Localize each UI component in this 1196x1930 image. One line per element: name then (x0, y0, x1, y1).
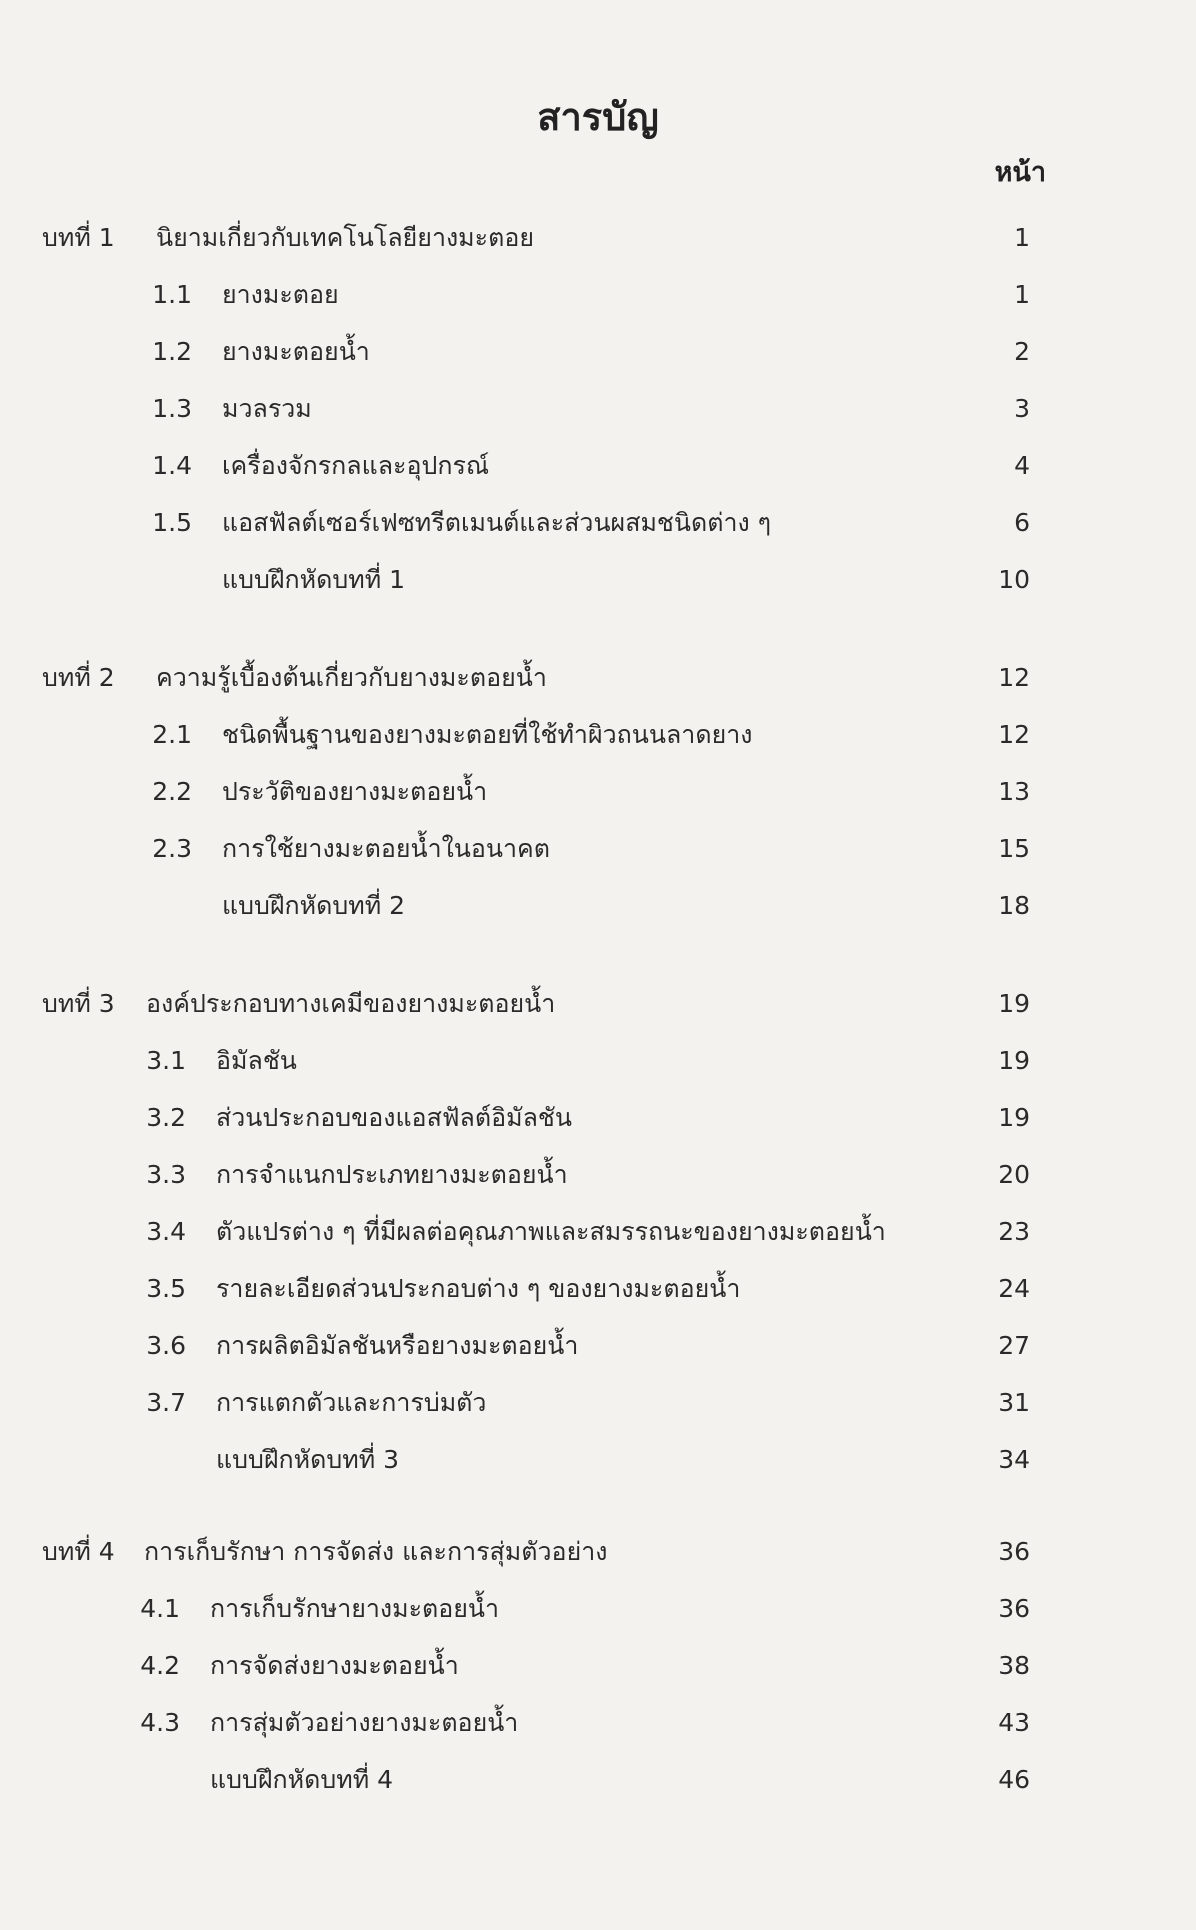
section-number: 4.3 (140, 1708, 180, 1737)
section-row (0, 446, 1196, 486)
section-number: 2.3 (152, 834, 192, 863)
chapter-title: การเก็บรักษา การจัดส่ง และการสุ่มตัวอย่าง (144, 1537, 608, 1566)
section-row (0, 1269, 1196, 1309)
section-row (0, 503, 1196, 543)
page-column-header: หน้า (994, 157, 1046, 188)
section-title: แอสฟัลต์เซอร์เฟซทรีตเมนต์และส่วนผสมชนิดต่าง ๆ (222, 508, 772, 537)
page-number: 31 (998, 1388, 1030, 1417)
chapter-label: บทที่ 4 (42, 1537, 115, 1566)
exercise-row (0, 560, 1196, 600)
page-number: 18 (998, 891, 1030, 920)
section-row (0, 772, 1196, 812)
section-number: 2.2 (152, 777, 192, 806)
page-number: 4 (1014, 451, 1030, 480)
section-number: 3.5 (146, 1274, 186, 1303)
chapter-title: นิยามเกี่ยวกับเทคโนโลยียางมะตอย (156, 223, 534, 252)
page-number: 34 (998, 1445, 1030, 1474)
exercise-title: แบบฝึกหัดบทที่ 3 (216, 1445, 400, 1474)
page-number: 20 (998, 1160, 1030, 1189)
section-title: ส่วนประกอบของแอสฟัลต์อิมัลชัน (216, 1103, 572, 1132)
section-number: 1.5 (152, 508, 192, 537)
page-number: 36 (998, 1594, 1030, 1623)
chapter-label: บทที่ 3 (42, 989, 115, 1018)
section-number: 3.3 (146, 1160, 186, 1189)
page-number: 3 (1014, 394, 1030, 423)
section-number: 1.1 (152, 280, 192, 309)
section-row (0, 1041, 1196, 1081)
chapter-row (0, 658, 1196, 698)
exercise-title: แบบฝึกหัดบทที่ 1 (222, 565, 406, 594)
section-title: ยางมะตอย (222, 280, 339, 309)
section-title: ชนิดพื้นฐานของยางมะตอยที่ใช้ทำผิวถนนลาดยาง (222, 720, 753, 749)
chapter-title: องค์ประกอบทางเคมีของยางมะตอยน้ำ (146, 989, 556, 1018)
section-title: เครื่องจักรกลและอุปกรณ์ (222, 451, 490, 480)
section-number: 3.6 (146, 1331, 186, 1360)
page-number: 13 (998, 777, 1030, 806)
section-row (0, 275, 1196, 315)
exercise-row (0, 886, 1196, 926)
section-number: 3.1 (146, 1046, 186, 1075)
page-number: 43 (998, 1708, 1030, 1737)
section-number: 4.2 (140, 1651, 180, 1680)
section-number: 1.3 (152, 394, 192, 423)
exercise-title: แบบฝึกหัดบทที่ 4 (210, 1765, 394, 1794)
page-number: 15 (998, 834, 1030, 863)
section-row (0, 1326, 1196, 1366)
page-number: 38 (998, 1651, 1030, 1680)
section-title: การผลิตอิมัลชันหรือยางมะตอยน้ำ (216, 1331, 579, 1360)
section-row (0, 829, 1196, 869)
page-number: 1 (1014, 280, 1030, 309)
section-number: 3.4 (146, 1217, 186, 1246)
section-number: 3.7 (146, 1388, 186, 1417)
page-number: 24 (998, 1274, 1030, 1303)
section-row (0, 1383, 1196, 1423)
section-title: การใช้ยางมะตอยน้ำในอนาคต (222, 834, 551, 863)
section-title: มวลรวม (222, 394, 312, 423)
section-title: รายละเอียดส่วนประกอบต่าง ๆ ของยางมะตอยน้ำ (216, 1274, 741, 1303)
page-number: 46 (998, 1765, 1030, 1794)
section-title: การจำแนกประเภทยางมะตอยน้ำ (216, 1160, 568, 1189)
chapter-label: บทที่ 1 (42, 223, 115, 252)
section-title: การจัดส่งยางมะตอยน้ำ (210, 1651, 459, 1680)
section-row (0, 1589, 1196, 1629)
section-number: 1.4 (152, 451, 192, 480)
section-number: 2.1 (152, 720, 192, 749)
section-title: อิมัลชัน (216, 1046, 297, 1075)
page-number: 36 (998, 1537, 1030, 1566)
section-number: 4.1 (140, 1594, 180, 1623)
section-row (0, 715, 1196, 755)
section-row (0, 1212, 1196, 1252)
section-title: การสุ่มตัวอย่างยางมะตอยน้ำ (210, 1708, 519, 1737)
chapter-title: ความรู้เบื้องต้นเกี่ยวกับยางมะตอยน้ำ (156, 663, 547, 692)
section-title: การแตกตัวและการบ่มตัว (216, 1388, 487, 1417)
section-title: ตัวแปรต่าง ๆ ที่มีผลต่อคุณภาพและสมรรถนะของยางมะตอยน้ำ (216, 1217, 886, 1246)
page-number: 12 (998, 663, 1030, 692)
exercise-row (0, 1440, 1196, 1480)
page-number: 19 (998, 1046, 1030, 1075)
chapter-row (0, 1532, 1196, 1572)
section-title: ยางมะตอยน้ำ (222, 337, 370, 366)
page-number: 27 (998, 1331, 1030, 1360)
exercise-title: แบบฝึกหัดบทที่ 2 (222, 891, 406, 920)
section-row (0, 1098, 1196, 1138)
page-number: 19 (998, 989, 1030, 1018)
page-number: 19 (998, 1103, 1030, 1132)
section-row (0, 1646, 1196, 1686)
chapter-row (0, 984, 1196, 1024)
chapter-row (0, 218, 1196, 258)
page-title: สารบัญ (537, 95, 659, 139)
page-number: 23 (998, 1217, 1030, 1246)
section-row (0, 1155, 1196, 1195)
section-title: ประวัติของยางมะตอยน้ำ (222, 777, 488, 806)
section-row (0, 389, 1196, 429)
section-number: 3.2 (146, 1103, 186, 1132)
section-number: 1.2 (152, 337, 192, 366)
section-title: การเก็บรักษายางมะตอยน้ำ (210, 1594, 500, 1623)
page-number: 12 (998, 720, 1030, 749)
exercise-row (0, 1760, 1196, 1800)
section-row (0, 1703, 1196, 1743)
page-number: 2 (1014, 337, 1030, 366)
chapter-label: บทที่ 2 (42, 663, 115, 692)
section-row (0, 332, 1196, 372)
page-number: 10 (998, 565, 1030, 594)
page-number: 1 (1014, 223, 1030, 252)
page-number: 6 (1014, 508, 1030, 537)
